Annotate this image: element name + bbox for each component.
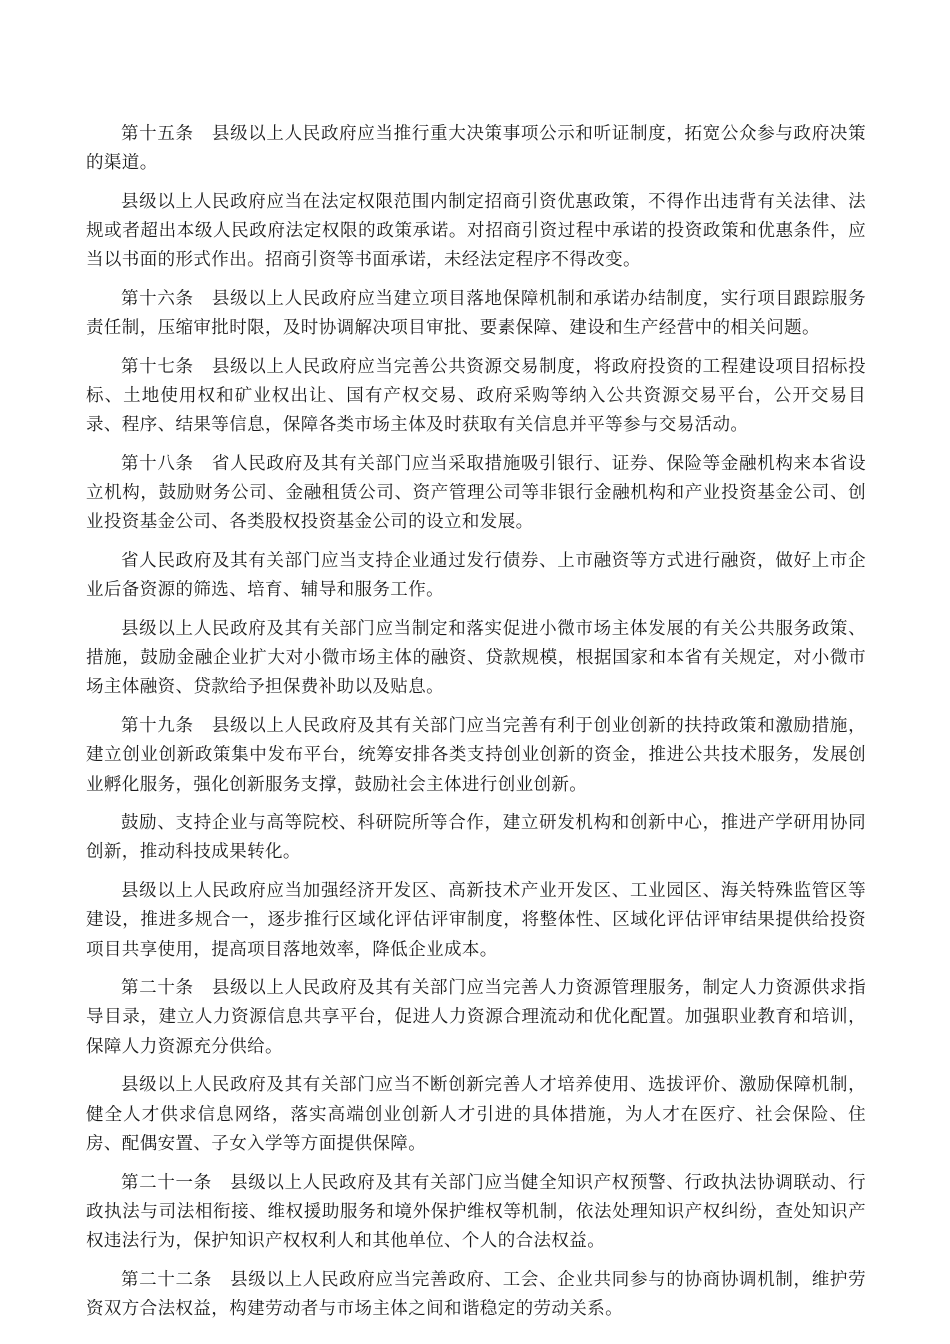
article-18-small-business-paragraph: 县级以上人民政府及其有关部门应当制定和落实促进小微市场主体发展的有关公共服务政策、措施，鼓励金融企业扩大对小微市场主体的融资、贷款规模，根据国家和本省有关规定，对小微市场主体融资、贷款给予担保费补助以及贴息。 bbox=[86, 619, 866, 698]
article-20-paragraph: 第二十条 县级以上人民政府及其有关部门应当完善人力资源管理服务，制定人力资源供求指导目录，建立人力资源信息共享平台，促进人力资源合理流动和优化配置。加强职业教育和培训，保障人力资源充分供给。 bbox=[86, 978, 866, 1057]
article-15-paragraph: 第十五条 县级以上人民政府应当推行重大决策事项公示和听证制度，拓宽公众参与政府决策的渠道。 bbox=[86, 124, 866, 174]
article-22-paragraph: 第二十二条 县级以上人民政府应当完善政府、工会、企业共同参与的协商协调机制，维护劳资双方合法权益，构建劳动者与市场主体之间和谐稳定的劳动关系。 bbox=[86, 1269, 866, 1319]
article-15-investment-paragraph: 县级以上人民政府应当在法定权限范围内制定招商引资优惠政策，不得作出违背有关法律、法规或者超出本级人民政府法定权限的政策承诺。对招商引资过程中承诺的投资政策和优惠条件，应当以书面的形式作出。招商引资等书面承诺，未经法定程序不得改变。 bbox=[86, 191, 866, 271]
article-19-development-zone-paragraph: 县级以上人民政府应当加强经济开发区、高新技术产业开发区、工业园区、海关特殊监管区等建设，推进多规合一，逐步推行区域化评估评审制度，将整体性、区域化评估评审结果提供给投资项目共享使用，提高项目落地效率，降低企业成本。 bbox=[86, 881, 866, 960]
article-17-paragraph: 第十七条 县级以上人民政府应当完善公共资源交易制度，将政府投资的工程建设项目招标投标、土地使用权和矿业权出让、国有产权交易、政府采购等纳入公共资源交易平台，公开交易目录、程序、结果等信息，保障各类市场主体及时获取有关信息并平等参与交易活动。 bbox=[86, 356, 866, 436]
article-19-research-paragraph: 鼓励、支持企业与高等院校、科研院所等合作，建立研发机构和创新中心，推进产学研用协同创新，推动科技成果转化。 bbox=[86, 813, 866, 863]
article-18-paragraph: 第十八条 省人民政府及其有关部门应当采取措施吸引银行、证券、保险等金融机构来本省设立机构，鼓励财务公司、金融租赁公司、资产管理公司等非银行金融机构和产业投资基金公司、创业投资基金公司、各类股权投资基金公司的设立和发展。 bbox=[86, 454, 866, 533]
article-20-talent-paragraph: 县级以上人民政府及其有关部门应当不断创新完善人才培养使用、选拔评价、激励保障机制，健全人才供求信息网络，落实高端创业创新人才引进的具体措施，为人才在医疗、社会保险、住房、配偶安置、子女入学等方面提供保障。 bbox=[86, 1075, 866, 1154]
article-19-paragraph: 第十九条 县级以上人民政府及其有关部门应当完善有利于创业创新的扶持政策和激励措施，建立创业创新政策集中发布平台，统筹安排各类支持创业创新的资金，推进公共技术服务，发展创业孵化服务，强化创新服务支撑，鼓励社会主体进行创业创新。 bbox=[86, 716, 866, 795]
article-21-paragraph: 第二十一条 县级以上人民政府及其有关部门应当健全知识产权预警、行政执法协调联动、行政执法与司法相衔接、维权援助服务和境外保护维权等机制，依法处理知识产权纠纷，查处知识产权违法行为，保护知识产权权利人和其他单位、个人的合法权益。 bbox=[86, 1172, 866, 1251]
document-body bbox=[86, 120, 866, 1334]
article-18-financing-paragraph: 省人民政府及其有关部门应当支持企业通过发行债券、上市融资等方式进行融资，做好上市企业后备资源的筛选、培育、辅导和服务工作。 bbox=[86, 551, 866, 601]
article-16-paragraph: 第十六条 县级以上人民政府应当建立项目落地保障机制和承诺办结制度，实行项目跟踪服务责任制，压缩审批时限，及时协调解决项目审批、要素保障、建设和生产经营中的相关问题。 bbox=[86, 289, 866, 339]
